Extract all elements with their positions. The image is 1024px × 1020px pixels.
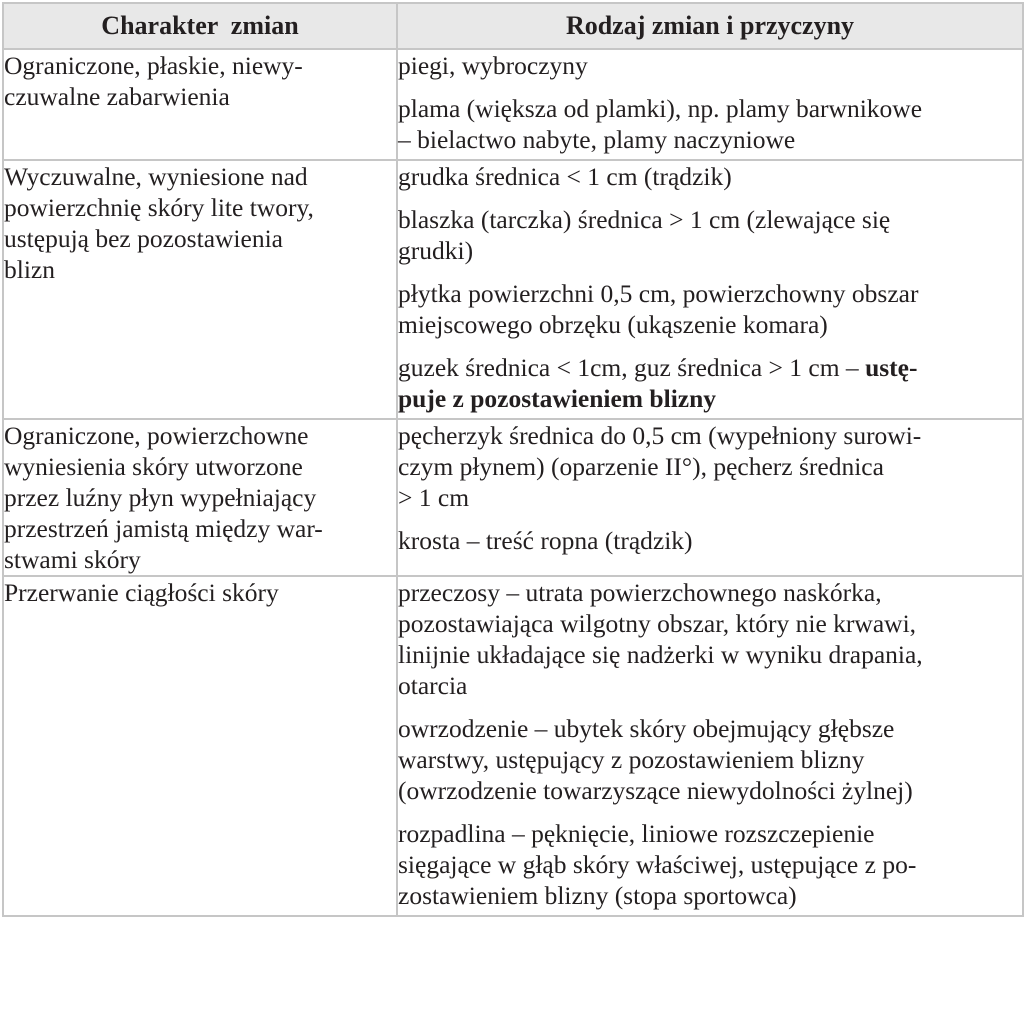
entry-text-bold: puje z pozostawieniem blizny — [398, 384, 717, 413]
entry-line — [398, 713, 1022, 744]
lesion-entry — [398, 352, 1022, 414]
entry-text: krosta – treść ropna (trądzik) — [398, 526, 693, 555]
entry-line — [398, 161, 1022, 192]
character-line: przez luźny płyn wypełniający — [4, 483, 317, 512]
entry-text: przeczosy – utrata powierzchownego naskórka, — [398, 578, 882, 607]
entry-line — [398, 639, 1022, 670]
entry-line — [398, 278, 1022, 309]
lesion-entry — [398, 525, 1022, 556]
entry-line — [398, 608, 1022, 639]
character-line: Wyczuwalne, wyniesione nad — [4, 162, 308, 191]
character-line: stwami skóry — [4, 545, 141, 574]
character-line: czuwalne zabarwienia — [4, 82, 230, 111]
entry-line — [398, 124, 1022, 155]
entry-text: blaszka (tarczka) średnica > 1 cm (zlewające się — [398, 205, 891, 234]
table-row — [3, 49, 1023, 160]
entry-line — [398, 775, 1022, 806]
entry-text: zostawieniem blizny (stopa sportowca) — [398, 881, 797, 910]
cell-lesion-types — [397, 576, 1023, 916]
header-types-label: Rodzaj zmian i przyczyny — [565, 11, 855, 40]
table-row — [3, 160, 1023, 419]
entry-line — [398, 383, 1022, 414]
lesion-entry — [398, 50, 1022, 81]
entry-text: (owrzodzenie towarzyszące niewydolności żylnej) — [398, 776, 913, 805]
table-row — [3, 576, 1023, 916]
cell-character — [3, 160, 397, 419]
entry-line — [398, 50, 1022, 81]
lesion-entry — [398, 161, 1022, 192]
entry-line — [398, 93, 1022, 124]
entry-text: rozpadlina – pęknięcie, liniowe rozszczepienie — [398, 819, 875, 848]
lesion-entry — [398, 204, 1022, 266]
entry-line — [398, 482, 1022, 513]
entry-text: warstwy, ustępujący z pozostawieniem blizny — [398, 745, 865, 774]
entry-text: sięgające w głąb skóry właściwej, ustępujące z po- — [398, 850, 917, 879]
character-line: przestrzeń jamistą między war- — [4, 514, 323, 543]
entry-text: > 1 cm — [398, 483, 470, 512]
entry-line — [398, 451, 1022, 482]
lesion-entry — [398, 93, 1022, 155]
entry-text: linijnie układające się nadżerki w wyniku drapania, — [398, 640, 923, 669]
character-line: wyniesienia skóry utworzone — [4, 452, 303, 481]
table-header-row — [3, 3, 1023, 49]
skin-lesions-table — [2, 2, 1024, 917]
entry-text: guzek średnica < 1cm, guz średnica > 1 cm – — [398, 353, 866, 382]
lesion-entry — [398, 278, 1022, 340]
lesion-entry — [398, 713, 1022, 806]
entry-text: czym płynem) (oparzenie II°), pęcherz średnica — [398, 452, 884, 481]
entry-line — [398, 744, 1022, 775]
cell-character — [3, 49, 397, 160]
character-line: blizn — [4, 255, 55, 284]
entry-text: – bielactwo nabyte, plamy naczyniowe — [398, 125, 796, 154]
entry-text: piegi, wybroczyny — [398, 51, 588, 80]
lesion-entry — [398, 577, 1022, 701]
entry-text: pęcherzyk średnica do 0,5 cm (wypełniony surowi- — [398, 421, 922, 450]
entry-line — [398, 577, 1022, 608]
cell-character — [3, 576, 397, 916]
entry-text: płytka powierzchni 0,5 cm, powierzchowny obszar — [398, 279, 919, 308]
cell-lesion-types — [397, 419, 1023, 576]
entry-text: pozostawiająca wilgotny obszar, który nie krwawi, — [398, 609, 917, 638]
lesion-entry — [398, 420, 1022, 513]
cell-lesion-types — [397, 160, 1023, 419]
entry-text: grudka średnica < 1 cm (trądzik) — [398, 162, 732, 191]
entry-text: otarcia — [398, 671, 468, 700]
entry-text: owrzodzenie – ubytek skóry obejmujący głębsze — [398, 714, 895, 743]
character-line: powierzchnię skóry lite twory, — [4, 193, 314, 222]
character-line: ustępują bez pozostawienia — [4, 224, 283, 253]
entry-text-bold: ustę- — [865, 353, 918, 382]
entry-line — [398, 204, 1022, 235]
table-row — [3, 419, 1023, 576]
entry-text: plama (większa od plamki), np. plamy barwnikowe — [398, 94, 923, 123]
entry-line — [398, 670, 1022, 701]
header-types — [397, 3, 1023, 49]
character-line: Ograniczone, płaskie, niewy- — [4, 51, 303, 80]
entry-line — [398, 352, 1022, 383]
entry-line — [398, 420, 1022, 451]
character-line: Przerwanie ciągłości skóry — [4, 578, 279, 607]
entry-line — [398, 309, 1022, 340]
entry-line — [398, 880, 1022, 911]
lesion-entry — [398, 818, 1022, 911]
entry-line — [398, 849, 1022, 880]
header-character — [3, 3, 397, 49]
entry-text: grudki) — [398, 236, 474, 265]
cell-character — [3, 419, 397, 576]
entry-text: miejscowego obrzęku (ukąszenie komara) — [398, 310, 828, 339]
table-body — [3, 49, 1023, 916]
character-line: Ograniczone, powierzchowne — [4, 421, 309, 450]
entry-line — [398, 818, 1022, 849]
entry-line — [398, 525, 1022, 556]
entry-line — [398, 235, 1022, 266]
header-character-label: Charakter zmian — [101, 11, 299, 40]
cell-lesion-types — [397, 49, 1023, 160]
